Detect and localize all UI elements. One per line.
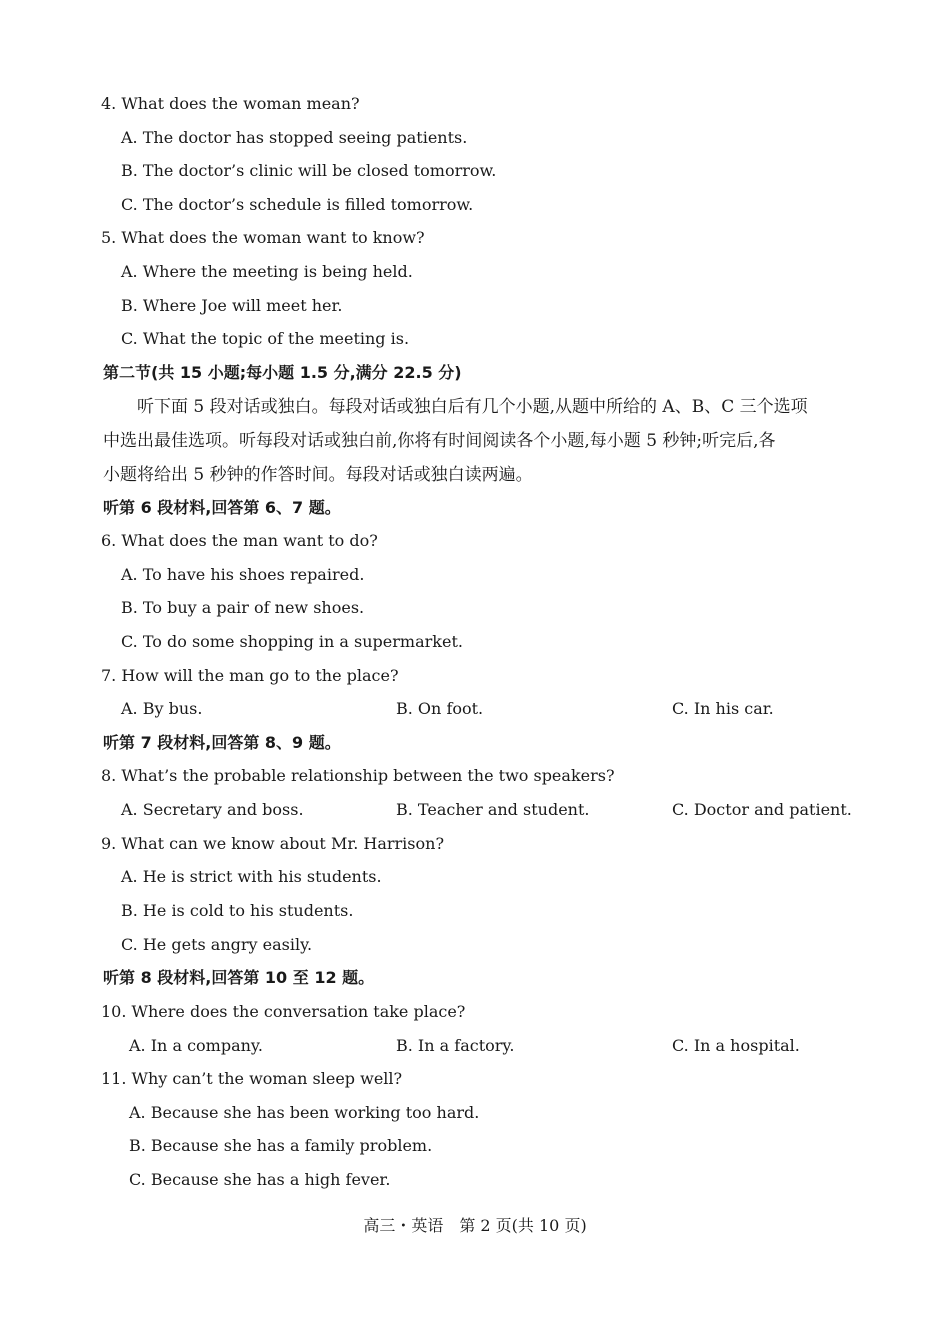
section-2-instructions bbox=[103, 390, 851, 492]
question-10-option-c: C. In a hospital. bbox=[672, 1036, 800, 1055]
material-7-heading: 听第 7 段材料,回答第 8、9 题。 bbox=[103, 733, 341, 752]
question-4-option-b: B. The doctor’s clinic will be closed tomorrow. bbox=[121, 161, 497, 180]
question-9-option-b: B. He is cold to his students. bbox=[121, 901, 354, 920]
question-9-option-a: A. He is strict with his students. bbox=[121, 867, 382, 886]
question-4-option-a: A. The doctor has stopped seeing patients. bbox=[121, 128, 468, 147]
question-6-option-c: C. To do some shopping in a supermarket. bbox=[121, 632, 463, 651]
question-11-option-c: C. Because she has a high fever. bbox=[129, 1170, 391, 1189]
question-4-option-c: C. The doctor’s schedule is filled tomorrow. bbox=[121, 195, 474, 214]
question-7-stem: 7. How will the man go to the place? bbox=[101, 666, 399, 685]
question-8-stem: 8. What’s the probable relationship between the two speakers? bbox=[101, 766, 615, 785]
question-11-option-a: A. Because she has been working too hard. bbox=[129, 1103, 480, 1122]
question-9-stem: 9. What can we know about Mr. Harrison? bbox=[101, 834, 445, 853]
question-10-stem: 10. Where does the conversation take place? bbox=[101, 1002, 466, 1021]
page-footer: 高三・英语 第 2 页(共 10 页) bbox=[363, 1216, 587, 1235]
question-7-option-a: A. By bus. bbox=[121, 699, 203, 718]
instruction-line: 中选出最佳选项。听每段对话或独白前,你将有时间阅读各个小题,每小题 5 秒钟;听完后,各 bbox=[103, 431, 776, 451]
question-8-option-b: B. Teacher and student. bbox=[396, 800, 590, 819]
material-8-heading: 听第 8 段材料,回答第 10 至 12 题。 bbox=[103, 968, 375, 987]
question-5-option-b: B. Where Joe will meet her. bbox=[121, 296, 343, 315]
section-2-heading: 第二节(共 15 小题;每小题 1.5 分,满分 22.5 分) bbox=[103, 363, 462, 382]
question-8-option-a: A. Secretary and boss. bbox=[121, 800, 304, 819]
question-5-option-a: A. Where the meeting is being held. bbox=[121, 262, 413, 281]
question-9-option-c: C. He gets angry easily. bbox=[121, 935, 313, 954]
question-11-stem: 11. Why can’t the woman sleep well? bbox=[101, 1069, 403, 1088]
material-6-heading: 听第 6 段材料,回答第 6、7 题。 bbox=[103, 498, 341, 517]
question-5-option-c: C. What the topic of the meeting is. bbox=[121, 329, 410, 348]
question-10-option-a: A. In a company. bbox=[129, 1036, 263, 1055]
question-11-option-b: B. Because she has a family problem. bbox=[129, 1136, 433, 1155]
question-10-option-b: B. In a factory. bbox=[396, 1036, 515, 1055]
question-4-stem: 4. What does the woman mean? bbox=[101, 94, 360, 113]
instruction-line: 小题将给出 5 秒钟的作答时间。每段对话或独白读两遍。 bbox=[103, 465, 533, 485]
question-7-option-c: C. In his car. bbox=[672, 699, 774, 718]
instruction-line: 听下面 5 段对话或独白。每段对话或独白后有几个小题,从题中所给的 A、B、C 三个选项 bbox=[103, 397, 808, 417]
question-6-option-b: B. To buy a pair of new shoes. bbox=[121, 598, 365, 617]
question-5-stem: 5. What does the woman want to know? bbox=[101, 228, 425, 247]
question-6-stem: 6. What does the man want to do? bbox=[101, 531, 378, 550]
question-6-option-a: A. To have his shoes repaired. bbox=[121, 565, 365, 584]
question-8-option-c: C. Doctor and patient. bbox=[672, 800, 852, 819]
question-7-option-b: B. On foot. bbox=[396, 699, 484, 718]
